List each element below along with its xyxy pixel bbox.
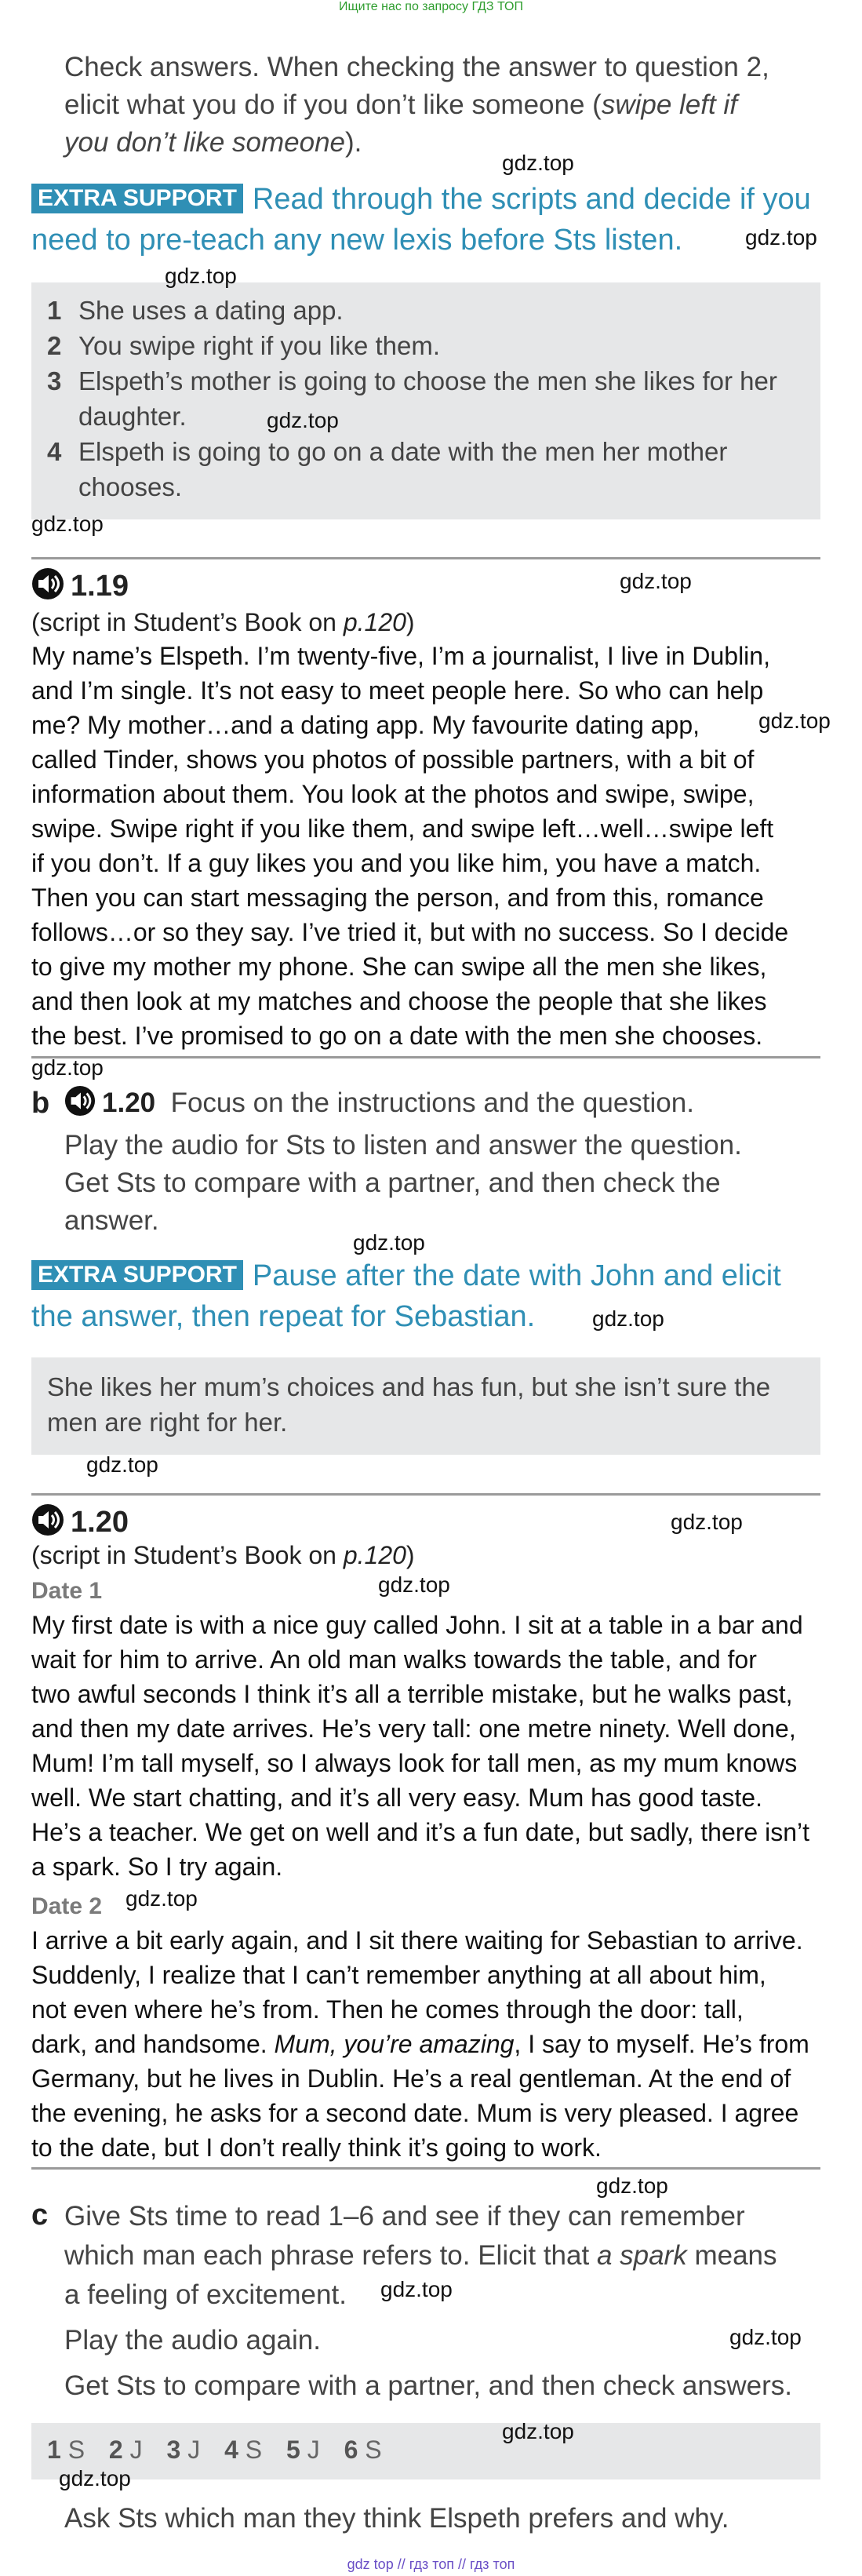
answer-c-item: 1 S: [47, 2436, 85, 2464]
answer-item: 2 You swipe right if you like them.: [47, 331, 441, 360]
extra-support-1-line-1: EXTRA SUPPORT Read through the scripts and decide if you: [31, 179, 847, 220]
answer-b-line-2: men are right for her.: [47, 1408, 288, 1437]
section-c-line-3: a feeling of excitement.: [64, 2279, 347, 2310]
answer-c-item: 4 S: [224, 2436, 263, 2464]
script-line: and then my date arrives. He’s very tall: one metre ninety. Well done,: [31, 1714, 796, 1743]
answer-c-item: 2 J: [108, 2436, 143, 2464]
section-letter-c: c: [31, 2199, 49, 2232]
script-line: and then look at my matches and choose the people that she likes: [31, 987, 767, 1015]
script-line: me? My mother…and a dating app. My favourite dating app,: [31, 711, 700, 739]
section-b-line-2: Play the audio for Sts to listen and answer the question.: [64, 1130, 742, 1160]
script-line: follows…or so they say. I’ve tried it, but with no success. So I decide: [31, 918, 789, 946]
section-c-line-2: which man each phrase refers to. Elicit that a spark means: [64, 2240, 777, 2271]
watermark: gdz.top: [671, 1510, 743, 1534]
script-line: to give my mother my phone. She can swipe all the men she likes,: [31, 953, 767, 981]
answer-item: 1 She uses a dating app.: [47, 296, 344, 325]
script-line: called Tinder, shows you photos of possible partners, with a bit of: [31, 745, 755, 774]
date-1-label: Date 1: [31, 1578, 103, 1604]
watermark: gdz.top: [592, 1306, 664, 1331]
section-c-line-4: Play the audio again.: [64, 2325, 321, 2356]
watermark: gdz.top: [380, 2277, 453, 2301]
section-c-line-5: Get Sts to compare with a partner, and then check answers.: [64, 2370, 792, 2401]
intro-paragraph: [64, 49, 841, 162]
script-line: a spark. So I try again.: [31, 1853, 283, 1881]
script-date-2: [31, 1923, 847, 2165]
intro-line-2: elicit what you do if you don’t like someone (swipe left if: [64, 89, 737, 120]
watermark: gdz.top: [125, 1886, 198, 1911]
script-line: not even where he’s from. Then he comes through the door: tall,: [31, 1995, 744, 2024]
section-c-text: [64, 2197, 849, 2406]
watermark: gdz.top: [502, 151, 574, 175]
script-line: the best. I’ve promised to go on a date with the men she chooses.: [31, 1022, 763, 1050]
answer-c-item: 3 J: [166, 2436, 201, 2464]
audio-heading-120: 1.20: [31, 1503, 129, 1544]
script-line: swipe. Swipe right if you like them, and swipe left…well…swipe left: [31, 814, 774, 843]
script-line: I arrive a bit early again, and I sit there waiting for Sebastian to arrive.: [31, 1926, 803, 1955]
script-line: if you don’t. If a guy likes you and you like him, you have a match.: [31, 849, 762, 877]
section-letter-b: b: [31, 1087, 50, 1120]
watermark: gdz.top: [165, 264, 237, 288]
speaker-icon: [64, 1085, 96, 1127]
answer-list-c: [47, 2436, 382, 2465]
watermark: gdz.top: [378, 1572, 450, 1597]
extra-support-badge: EXTRA SUPPORT: [31, 1260, 243, 1290]
watermark: gdz.top: [758, 709, 831, 733]
divider: [31, 2167, 820, 2170]
top-banner[interactable]: Ищите нас по запросу ГДЗ ТОП: [339, 0, 523, 13]
script-line: He’s a teacher. We get on well and it’s a fun date, but sadly, there isn’t: [31, 1818, 809, 1846]
watermark: gdz.top: [31, 512, 104, 536]
answer-item-cont: chooses.: [78, 472, 183, 501]
extra-support-2-line-2: the answer, then repeat for Sebastian.: [31, 1300, 536, 1333]
watermark: gdz.top: [59, 2466, 131, 2490]
watermark: gdz.top: [620, 569, 692, 593]
answer-c-item: 5 J: [286, 2436, 320, 2464]
extra-support-badge: EXTRA SUPPORT: [31, 184, 243, 213]
extra-support-1-line-2: need to pre-teach any new lexis before Sts listen.: [31, 224, 683, 257]
extra-support-2-line-1: EXTRA SUPPORT Pause after the date with John and elicit: [31, 1255, 847, 1296]
script-line: Then you can start messaging the person, and from this, romance: [31, 884, 764, 912]
extra-support-2: [31, 1255, 847, 1337]
answer-list-a: [47, 293, 808, 505]
script-line: wait for him to arrive. An old man walks towards the table, and for: [31, 1645, 757, 1674]
script-line: and I’m single. It’s not easy to meet people here. So who can help: [31, 676, 764, 705]
script-line: Suddenly, I realize that I can’t remember anything at all about him,: [31, 1961, 766, 1989]
watermark: gdz.top: [267, 408, 339, 432]
script-line: the evening, he asks for a second date. Mum is very pleased. I agree: [31, 2099, 799, 2127]
section-b-line-4: answer.: [64, 1205, 159, 1236]
script-line: dark, and handsome. Mum, you’re amazing, I say to myself. He’s from: [31, 2030, 809, 2058]
answer-item: 4 Elspeth is going to go on a date with the men her mother: [47, 437, 728, 466]
watermark: gdz.top: [502, 2419, 574, 2443]
watermark: gdz.top: [86, 1452, 158, 1477]
answer-b-line-1: She likes her mum’s choices and has fun, but she isn’t sure the: [47, 1372, 771, 1401]
section-b-line-1: 1.20 Focus on the instructions and the question.: [64, 1084, 849, 1127]
date-2-label: Date 2: [31, 1893, 103, 1919]
script-line: Mum! I’m tall myself, so I always look for tall men, as my mum knows: [31, 1749, 798, 1777]
script-line: information about them. You look at the photos and swipe, swipe,: [31, 780, 755, 808]
final-instruction: Ask Sts which man they think Elspeth prefers and why.: [64, 2503, 729, 2534]
watermark: gdz.top: [745, 225, 817, 250]
script-reference: (script in Student’s Book on p.120): [31, 1541, 415, 1569]
intro-line-1: Check answers. When checking the answer to question 2,: [64, 52, 769, 82]
script-line: My name’s Elspeth. I’m twenty-five, I’m a journalist, I live in Dublin,: [31, 642, 770, 670]
watermark: gdz.top: [31, 1055, 104, 1080]
extra-support-1: [31, 179, 847, 261]
answer-c-item: 6 S: [344, 2436, 382, 2464]
script-line: to the date, but I don’t really think it’s going to work.: [31, 2133, 602, 2162]
script-line: My first date is with a nice guy called John. I sit at a table in a bar and: [31, 1611, 803, 1639]
intro-line-3: you don’t like someone).: [64, 127, 362, 158]
answer-b-text: [47, 1369, 808, 1440]
section-b-text: [64, 1084, 849, 1240]
footer-links[interactable]: gdz top // гдз топ // гдз топ: [347, 2556, 515, 2572]
script-line: Germany, but he lives in Dublin. He’s a real gentleman. At the end of: [31, 2064, 791, 2093]
watermark: gdz.top: [729, 2325, 802, 2349]
divider: [31, 557, 820, 559]
speaker-icon: [31, 567, 64, 608]
divider: [31, 1056, 820, 1058]
script-reference: (script in Student’s Book on p.120): [31, 608, 415, 636]
answer-item-cont: daughter.: [78, 402, 187, 431]
script-date-1: [31, 1608, 847, 1884]
watermark: gdz.top: [596, 2173, 668, 2198]
script-line: well. We start chatting, and it’s all very easy. Mum has good taste.: [31, 1784, 762, 1812]
section-c-line-1: Give Sts time to read 1–6 and see if they can remember: [64, 2201, 745, 2232]
answer-item: 3 Elspeth’s mother is going to choose the men she likes for her: [47, 366, 777, 395]
divider: [31, 1493, 820, 1496]
script-line: two awful seconds I think it’s all a terrible mistake, but he walks past,: [31, 1680, 793, 1708]
watermark: gdz.top: [353, 1230, 425, 1255]
script-119: [31, 639, 847, 1053]
section-b-line-3: Get Sts to compare with a partner, and then check the: [64, 1168, 721, 1198]
audio-heading-119: 1.19: [31, 567, 129, 608]
